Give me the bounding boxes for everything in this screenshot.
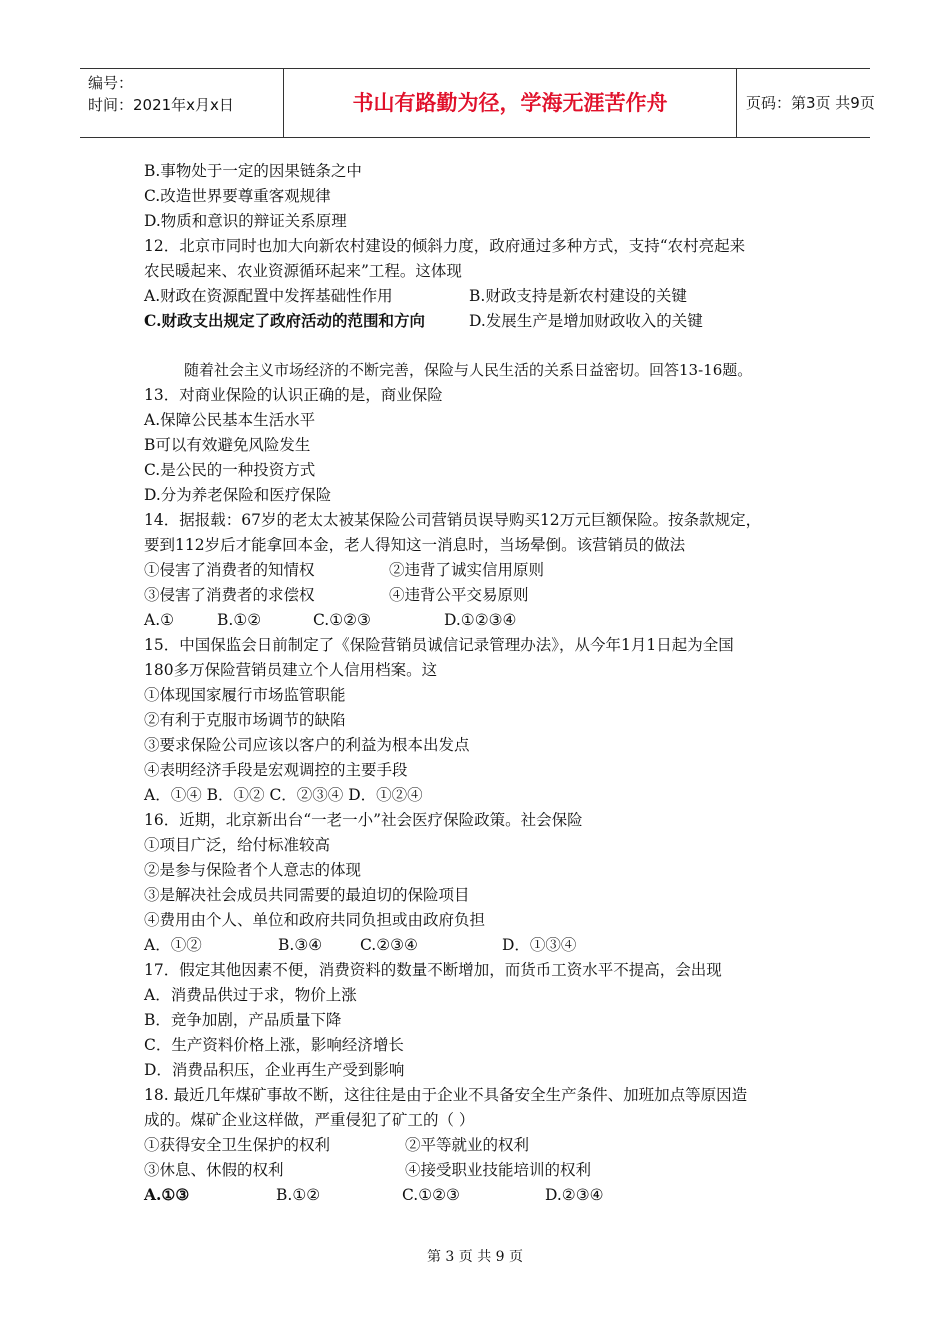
question-13: 13．对商业保险的认识正确的是，商业保险: [144, 386, 443, 404]
option-line: A.保障公民基本生活水平: [144, 411, 316, 429]
option-c: C.②③④: [360, 936, 418, 954]
option-a: A．①②: [144, 936, 202, 954]
option-b: B.①②: [276, 1186, 321, 1204]
statement-3: ③要求保险公司应该以客户的利益为根本出发点: [144, 736, 470, 754]
option-line: B可以有效避免风险发生: [144, 436, 311, 454]
option-b: B.①②: [217, 611, 262, 629]
header-page-label: 页码：第3页 共9页: [746, 94, 875, 112]
header-meta: [80, 69, 283, 137]
statement-4: ④接受职业技能培训的权利: [405, 1161, 592, 1179]
question-18-continued: 成的。煤矿企业这样做，严重侵犯了矿工的（ ）: [144, 1111, 475, 1129]
statement-3: ③休息、休假的权利: [144, 1161, 284, 1179]
option-a: A.①③: [144, 1185, 190, 1204]
option-line: B．竞争加剧，产品质量下降: [144, 1011, 342, 1029]
question-17: 17．假定其他因素不便，消费资料的数量不断增加，而货币工资水平不提高，会出现: [144, 961, 722, 979]
option-d: D.②③④: [545, 1186, 604, 1204]
option-line: D.分为养老保险和医疗保险: [144, 486, 332, 504]
question-12-continued: 农民暖起来、农业资源循环起来”工程。这体现: [144, 262, 462, 280]
document-date-label: 时间：2021年x月x日: [88, 96, 234, 114]
statement-4: ④表明经济手段是宏观调控的主要手段: [144, 761, 408, 779]
option-line: C．生产资料价格上涨，影响经济增长: [144, 1036, 404, 1054]
statement-1: ①项目广泛，给付标准较高: [144, 836, 331, 854]
option-a: A.财政在资源配置中发挥基础性作用: [144, 287, 393, 305]
statement-1: ①获得安全卫生保护的权利: [144, 1136, 331, 1154]
question-14-continued: 要到112岁后才能拿回本金，老人得知这一消息时，当场晕倒。该营销员的做法: [144, 536, 686, 554]
statement-2: ②是参与保险者个人意志的体现: [144, 861, 362, 879]
statement-2: ②有利于克服市场调节的缺陷: [144, 711, 346, 729]
document-number-label: 编号：: [88, 74, 134, 92]
option-line: C.改造世界要尊重客观规律: [144, 187, 331, 205]
question-15-continued: 180多万保险营销员建立个人信用档案。这: [144, 661, 438, 679]
option-line: C.是公民的一种投资方式: [144, 461, 316, 479]
answer-options: A．①④ B．①② C．②③④ D．①②④: [144, 786, 423, 804]
option-c: C.①②③: [313, 611, 371, 629]
statement-4: ④违背公平交易原则: [389, 586, 529, 604]
option-b: B.财政支持是新农村建设的关键: [469, 287, 687, 305]
page-footer: 第 3 页 共 9 页: [426, 1249, 524, 1265]
option-c: C.财政支出规定了政府活动的范围和方向: [144, 311, 425, 330]
statement-2: ②违背了诚实信用原则: [389, 561, 545, 579]
statement-2: ②平等就业的权利: [405, 1136, 530, 1154]
statement-3: ③是解决社会成员共同需要的最迫切的保险项目: [144, 886, 470, 904]
question-12: 12．北京市同时也加大向新农村建设的倾斜力度，政府通过多种方式，支持“农村亮起来: [144, 237, 746, 255]
page-header: [80, 68, 875, 138]
question-15: 15．中国保监会日前制定了《保险营销员诚信记录管理办法》，从今年1月1日起为全国: [144, 636, 734, 654]
statement-1: ①体现国家履行市场监管职能: [144, 686, 346, 704]
statement-3: ③侵害了消费者的求偿权: [144, 586, 315, 604]
option-d: D.发展生产是增加财政收入的关键: [469, 312, 703, 330]
option-b: B.③④: [278, 936, 323, 954]
option-c: C.①②③: [402, 1186, 460, 1204]
question-18: 18. 最近几年煤矿事故不断，这往往是由于企业不具备安全生产条件、加班加点等原因造: [144, 1086, 748, 1104]
section-intro: 随着社会主义市场经济的不断完善，保险与人民生活的关系日益密切。回答13-16题。: [184, 361, 753, 379]
option-line: B.事物处于一定的因果链条之中: [144, 162, 362, 180]
statement-4: ④费用由个人、单位和政府共同负担或由政府负担: [144, 911, 486, 929]
question-14: 14．据报载：67岁的老太太被某保险公司营销员误导购买12万元巨额保险。按条款规定，: [144, 511, 762, 529]
option-line: A．消费品供过于求，物价上涨: [144, 986, 357, 1004]
header-motto: 书山有路勤为径，学海无涯苦作舟: [352, 91, 668, 115]
question-16: 16．近期，北京新出台“一老一小”社会医疗保险政策。社会保险: [144, 811, 583, 829]
header-divider: [736, 69, 737, 137]
option-a: A.①: [144, 611, 175, 629]
option-line: D.物质和意识的辩证关系原理: [144, 212, 347, 230]
option-d: D．①③④: [502, 936, 577, 954]
option-line: D．消费品积压，企业再生产受到影响: [144, 1061, 405, 1079]
option-d: D.①②③④: [444, 611, 517, 629]
statement-1: ①侵害了消费者的知情权: [144, 561, 315, 579]
